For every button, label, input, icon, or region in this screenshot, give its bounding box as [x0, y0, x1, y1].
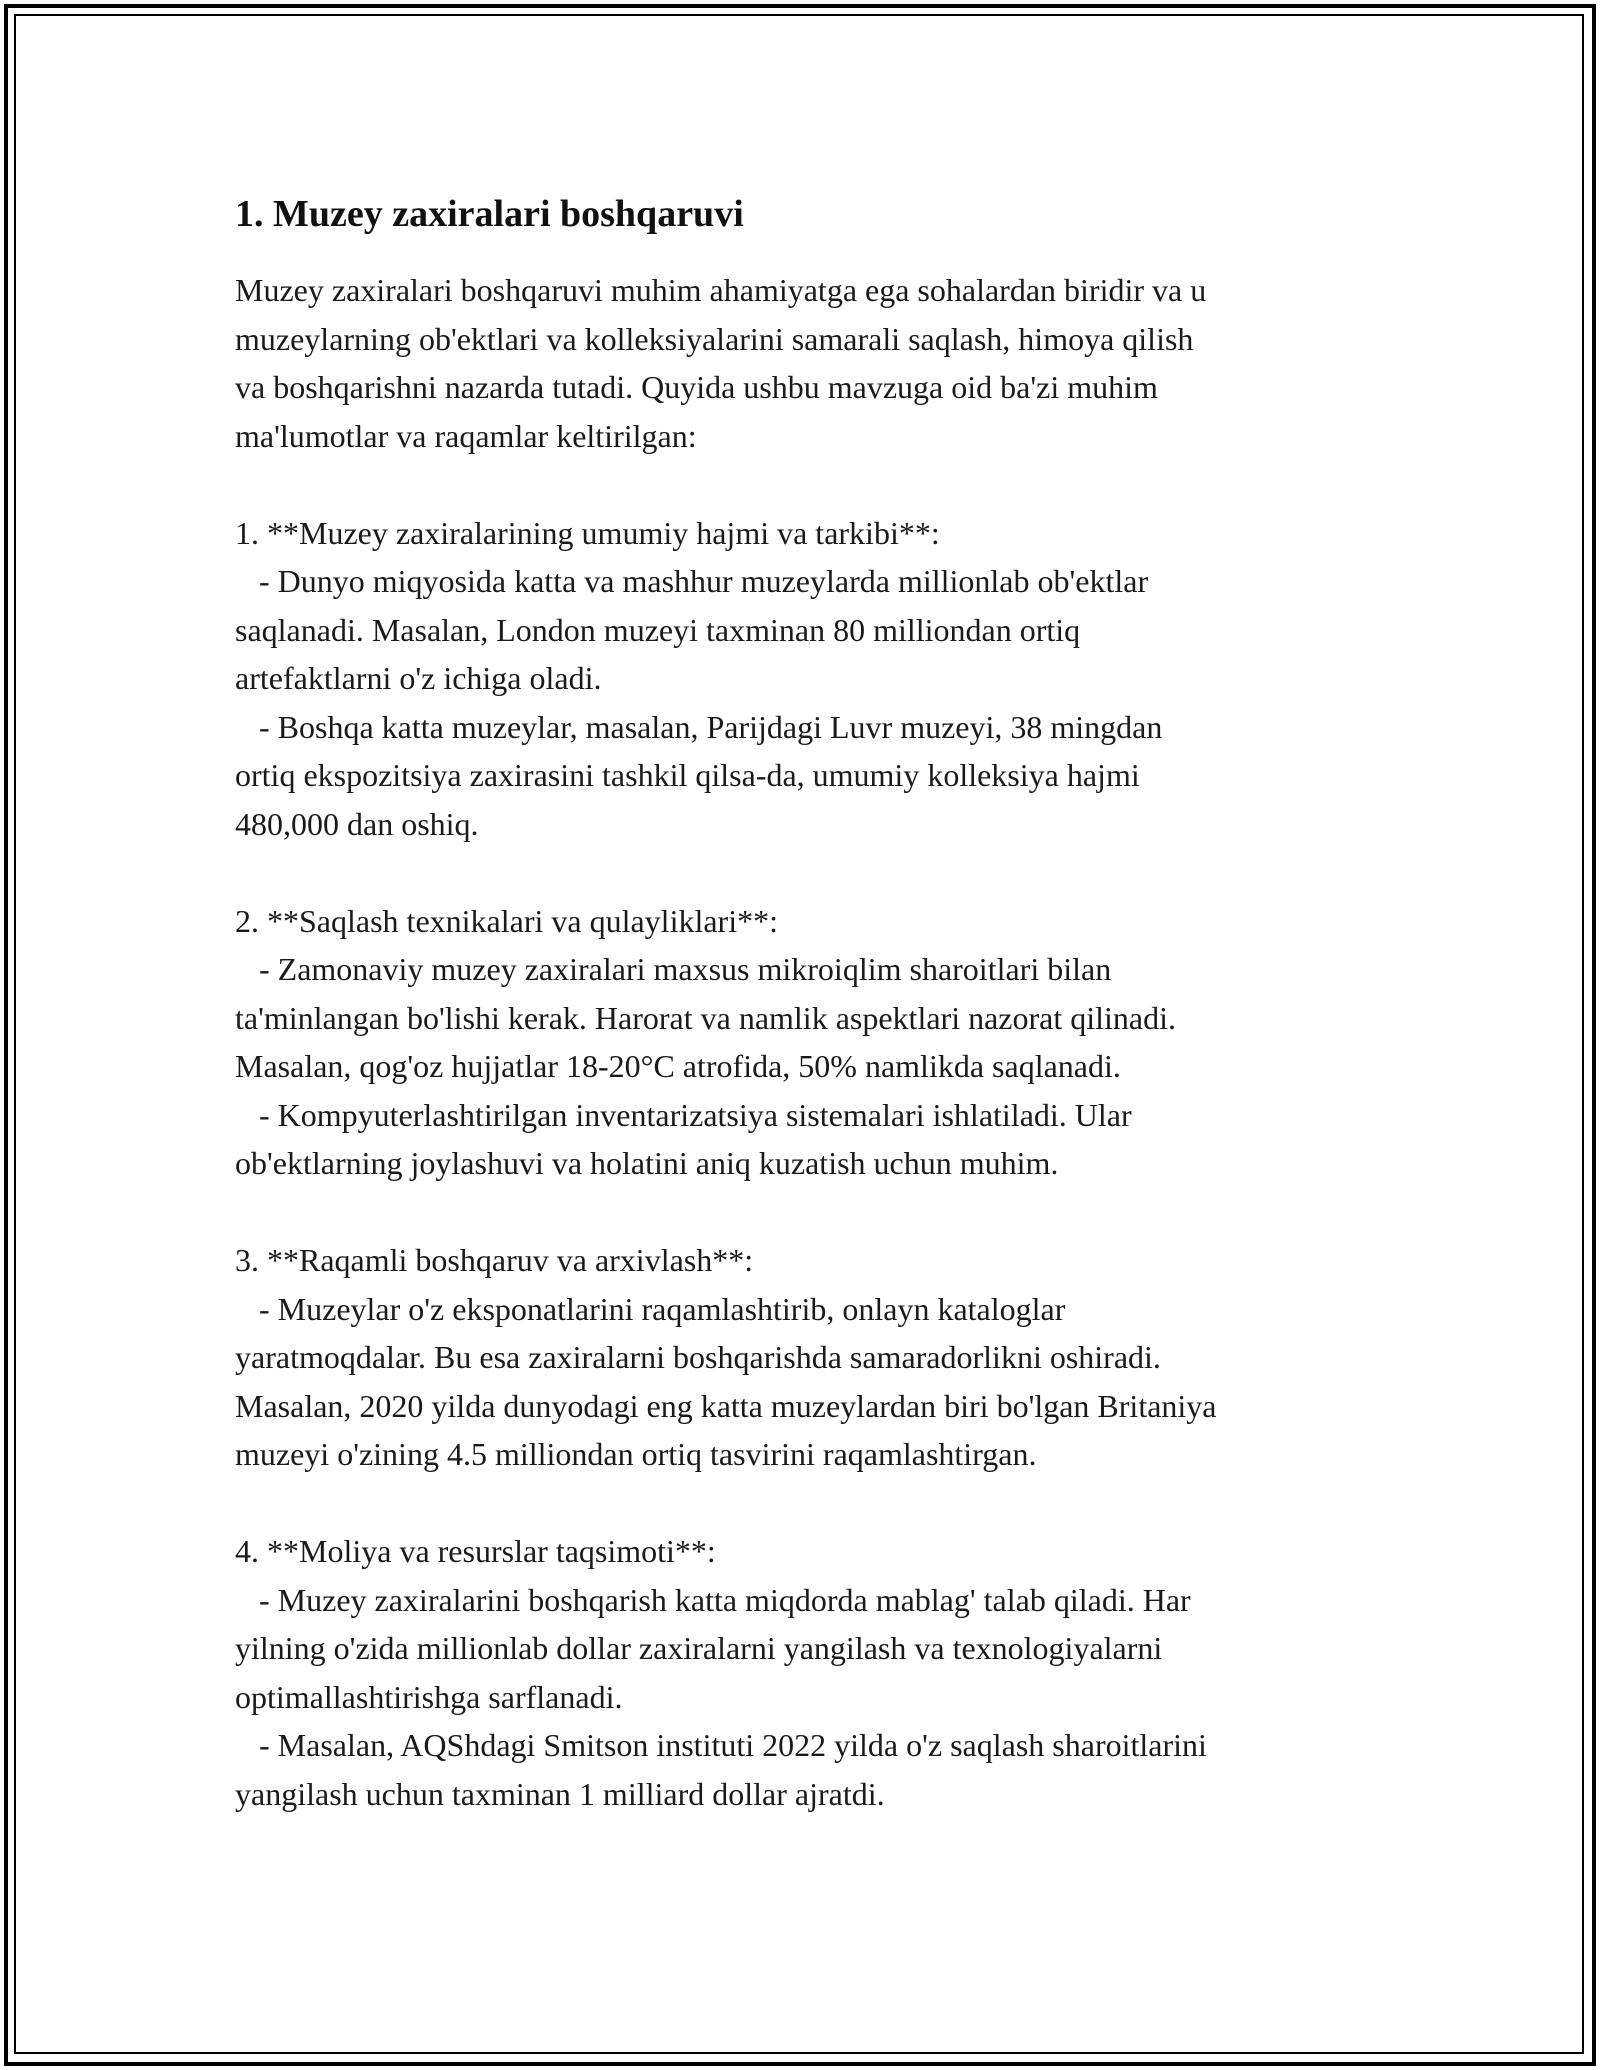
section-bullet: - Masalan, AQShdagi Smitson instituti 2022 yilda o'z saqlash sharoitlarini yangilash uchun taxminan 1 milliard dollar ajratdi. — [235, 1727, 1207, 1812]
intro-paragraph: Muzey zaxiralari boshqaruvi muhim ahamiyatga ega sohalardan biridir va u muzeylarning ob'ektlari va kolleksiyalarini samarali saqlash, himoya qilish va boshqarishni nazarda tutadi. Quyida ushbu mavzuga oid ba'zi muhim ma'lumotlar va raqamlar keltirilgan: — [235, 272, 1207, 454]
section-heading: 4. **Moliya va resurslar taqsimoti**: — [235, 1533, 716, 1569]
paragraph-spacer — [235, 848, 1385, 897]
section-bullet: - Kompyuterlashtirilgan inventarizatsiya sistemalari ishlatiladi. Ular ob'ektlarning joylashuvi va holatini aniq kuzatish uchun muhim. — [235, 1096, 1132, 1181]
section-heading: 1. **Muzey zaxiralarining umumiy hajmi va tarkibi**: — [235, 514, 940, 551]
section-heading: 3. **Raqamli boshqaruv va arxivlash**: — [235, 1242, 754, 1278]
paragraph-spacer — [235, 1188, 1385, 1237]
paragraph-spacer — [235, 460, 1385, 509]
section-1 — [235, 509, 1385, 849]
document-title: 1. Muzey zaxiralari boshqaruvi — [235, 193, 744, 235]
section-bullet: - Dunyo miqyosida katta va mashhur muzeylarda millionlab ob'ektlar saqlanadi. Masalan, London muzeyi taxminan 80 milliondan ortiq artefaktlarni o'z ichiga oladi. — [235, 563, 1149, 696]
section-bullet: - Boshqa katta muzeylar, masalan, Parijdagi Luvr muzeyi, 38 mingdan ortiq ekspozitsiya zaxirasini tashkil qilsa-da, umumiy kolleksiya hajmi 480,000 dan oshiq. — [235, 708, 1163, 842]
paragraph-spacer — [235, 1479, 1385, 1528]
section-4 — [235, 1527, 1385, 1818]
section-bullet: - Muzey zaxiralarini boshqarish katta miqdorda mablag' talab qiladi. Har yilning o'zida millionlab dollar zaxiralarni yangilash va texnologiyalarni optimallashtirishga sarflanadi. — [235, 1581, 1191, 1715]
section-2 — [235, 897, 1385, 1188]
section-3 — [235, 1236, 1385, 1479]
section-bullet: - Zamonaviy muzey zaxiralari maxsus mikroiqlim sharoitlari bilan ta'minlangan bo'lishi kerak. Harorat va namlik aspektlari nazorat qilinadi. Masalan, qog'oz hujjatlar 18-20°C atrofida, 50% namlikda saqlanadi. — [235, 951, 1176, 1084]
section-heading: 2. **Saqlash texnikalari va qulayliklari**: — [235, 902, 778, 939]
document-body — [235, 188, 1385, 1818]
section-bullet: - Muzeylar o'z eksponatlarini raqamlashtirib, onlayn kataloglar yaratmoqdalar. Bu esa zaxiralarni boshqarishda samaradorlikni oshiradi. Masalan, 2020 yilda dunyodagi eng katta muzeylardan biri bo'lgan Britaniya muzeyi o'zining 4.5 milliondan ortiq tasvirini raqamlashtirgan. — [235, 1290, 1217, 1472]
